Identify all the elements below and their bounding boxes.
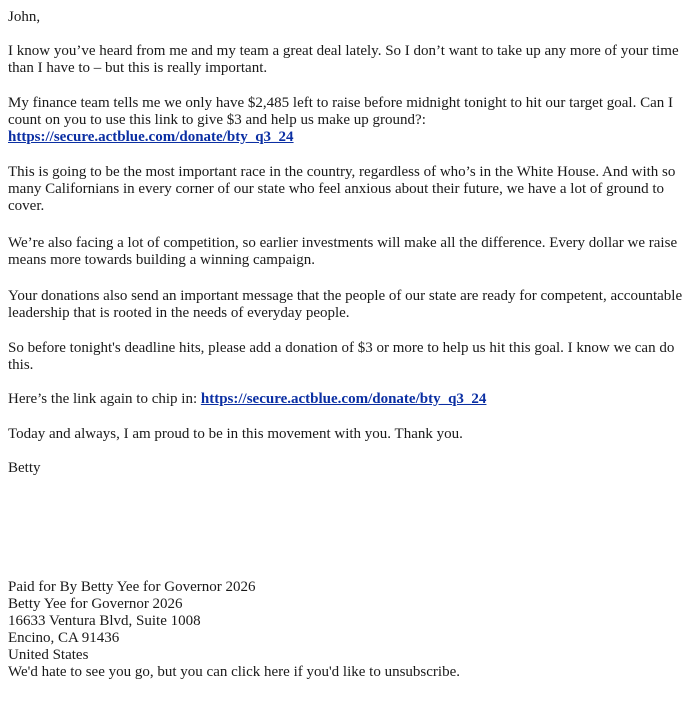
paragraph-link-again <box>8 391 694 408</box>
paragraph-race: This is going to be the most important race in the country, regardless of who’s in the White House. And with so many Californians in every corner of our state who feel anxious about their future, we have a lot of ground to cover. <box>8 164 676 214</box>
footer-street: 16633 Ventura Blvd, Suite 1008 <box>8 613 201 629</box>
link-again-prefix: Here’s the link again to chip in: <box>8 391 198 407</box>
donate-link-again[interactable]: https://secure.actblue.com/donate/bty_q3_24 <box>200 391 487 407</box>
donate-link[interactable]: https://secure.actblue.com/donate/bty_q3_24 <box>8 129 294 145</box>
paragraph-closing: Today and always, I am proud to be in this movement with you. Thank you. <box>8 426 463 442</box>
footer-country: United States <box>8 647 89 663</box>
paragraph-finance-text: My finance team tells me we only have $2,485 left to raise before midnight tonight to hit our target goal. Can I count on you to use this link to give $3 and help us make up ground?: <box>8 95 673 128</box>
footer-city: Encino, CA 91436 <box>8 630 120 646</box>
greeting: John, <box>8 9 41 25</box>
paragraph-competition: We’re also facing a lot of competition, so earlier investments will make all the difference. Every dollar we raise means more towards building a winning campaign. <box>8 235 678 268</box>
footer-org: Betty Yee for Governor 2026 <box>8 596 183 612</box>
paragraph-deadline: So before tonight's deadline hits, please add a donation of $3 or more to help us hit this goal. I know we can do this. <box>8 340 675 373</box>
paragraph-finance <box>8 95 694 146</box>
footer-paid-for: Paid for By Betty Yee for Governor 2026 <box>8 579 256 595</box>
footer <box>8 579 694 681</box>
signature: Betty <box>8 460 41 476</box>
unsubscribe-text[interactable]: We'd hate to see you go, but you can click here if you'd like to unsubscribe. <box>8 664 460 680</box>
paragraph-message: Your donations also send an important message that the people of our state are ready for competent, accountable leadership that is rooted in the needs of everyday people. <box>8 288 683 321</box>
paragraph-intro: I know you’ve heard from me and my team a great deal lately. So I don’t want to take up any more of your time than I have to – but this is really important. <box>8 43 679 76</box>
